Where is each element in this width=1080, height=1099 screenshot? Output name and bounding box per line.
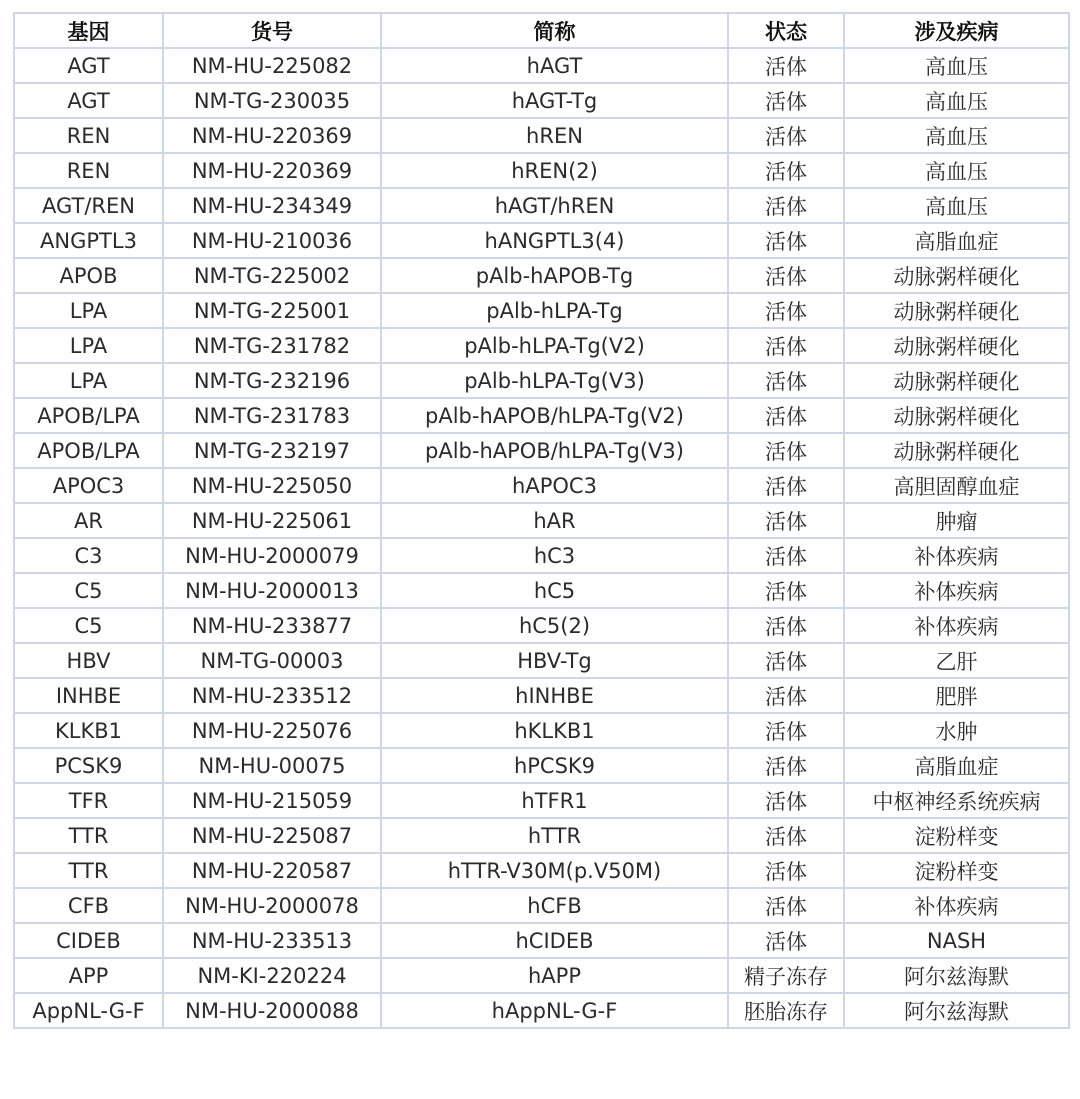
table-row	[14, 818, 1069, 853]
short-name-cell: hAGT	[381, 48, 728, 83]
status-cell: 精子冻存	[728, 958, 844, 993]
status-cell: 活体	[728, 433, 844, 468]
disease-cell: 动脉粥样硬化	[844, 398, 1069, 433]
catalog-no-cell: NM-TG-232197	[163, 433, 381, 468]
short-name-cell: hANGPTL3(4)	[381, 223, 728, 258]
short-name-cell: hAR	[381, 503, 728, 538]
gene-cell: TTR	[14, 818, 163, 853]
catalog-no-cell: NM-HU-210036	[163, 223, 381, 258]
gene-cell: APOB	[14, 258, 163, 293]
table-row	[14, 748, 1069, 783]
status-cell: 活体	[728, 118, 844, 153]
disease-cell: 淀粉样变	[844, 853, 1069, 888]
header-row	[14, 13, 1069, 48]
table-row	[14, 433, 1069, 468]
short-name-cell: pAlb-hAPOB/hLPA-Tg(V3)	[381, 433, 728, 468]
disease-cell: 高脂血症	[844, 748, 1069, 783]
table-row	[14, 888, 1069, 923]
disease-cell: 乙肝	[844, 643, 1069, 678]
table-row	[14, 573, 1069, 608]
catalog-no-cell: NM-HU-233513	[163, 923, 381, 958]
catalog-no-cell: NM-HU-2000078	[163, 888, 381, 923]
short-name-cell: pAlb-hAPOB/hLPA-Tg(V2)	[381, 398, 728, 433]
short-name-cell: hAPP	[381, 958, 728, 993]
status-cell: 活体	[728, 538, 844, 573]
disease-cell: 阿尔兹海默	[844, 993, 1069, 1028]
gene-cell: LPA	[14, 363, 163, 398]
status-cell: 活体	[728, 398, 844, 433]
short-name-cell: pAlb-hLPA-Tg	[381, 293, 728, 328]
status-cell: 活体	[728, 643, 844, 678]
table-row	[14, 83, 1069, 118]
status-cell: 活体	[728, 328, 844, 363]
gene-cell: APP	[14, 958, 163, 993]
table-row	[14, 713, 1069, 748]
status-cell: 活体	[728, 363, 844, 398]
gene-cell: REN	[14, 153, 163, 188]
gene-cell: C3	[14, 538, 163, 573]
disease-cell: 动脉粥样硬化	[844, 258, 1069, 293]
catalog-no-cell: NM-HU-234349	[163, 188, 381, 223]
header-catalog-no: 货号	[163, 13, 381, 48]
model-table	[13, 12, 1070, 1029]
gene-cell: TFR	[14, 783, 163, 818]
gene-cell: LPA	[14, 293, 163, 328]
header-status: 状态	[728, 13, 844, 48]
catalog-no-cell: NM-HU-215059	[163, 783, 381, 818]
table-row	[14, 293, 1069, 328]
short-name-cell: hCFB	[381, 888, 728, 923]
disease-cell: 补体疾病	[844, 888, 1069, 923]
catalog-no-cell: NM-KI-220224	[163, 958, 381, 993]
table-row	[14, 538, 1069, 573]
table-row	[14, 958, 1069, 993]
gene-cell: C5	[14, 573, 163, 608]
catalog-no-cell: NM-HU-00075	[163, 748, 381, 783]
catalog-no-cell: NM-HU-2000079	[163, 538, 381, 573]
gene-cell: INHBE	[14, 678, 163, 713]
status-cell: 活体	[728, 153, 844, 188]
short-name-cell: hKLKB1	[381, 713, 728, 748]
short-name-cell: pAlb-hLPA-Tg(V2)	[381, 328, 728, 363]
gene-cell: C5	[14, 608, 163, 643]
status-cell: 活体	[728, 48, 844, 83]
short-name-cell: hAPOC3	[381, 468, 728, 503]
status-cell: 活体	[728, 888, 844, 923]
short-name-cell: hC5(2)	[381, 608, 728, 643]
catalog-no-cell: NM-TG-230035	[163, 83, 381, 118]
table-row	[14, 503, 1069, 538]
gene-cell: AR	[14, 503, 163, 538]
table-row	[14, 153, 1069, 188]
table-row	[14, 678, 1069, 713]
table-row	[14, 363, 1069, 398]
short-name-cell: HBV-Tg	[381, 643, 728, 678]
gene-cell: CFB	[14, 888, 163, 923]
disease-cell: 中枢神经系统疾病	[844, 783, 1069, 818]
catalog-no-cell: NM-HU-233877	[163, 608, 381, 643]
table-row	[14, 48, 1069, 83]
disease-cell: 淀粉样变	[844, 818, 1069, 853]
status-cell: 活体	[728, 853, 844, 888]
catalog-no-cell: NM-HU-2000013	[163, 573, 381, 608]
catalog-no-cell: NM-HU-2000088	[163, 993, 381, 1028]
gene-cell: REN	[14, 118, 163, 153]
gene-cell: APOB/LPA	[14, 433, 163, 468]
short-name-cell: pAlb-hAPOB-Tg	[381, 258, 728, 293]
catalog-no-cell: NM-HU-225050	[163, 468, 381, 503]
table-row	[14, 993, 1069, 1028]
gene-cell: PCSK9	[14, 748, 163, 783]
short-name-cell: hAppNL-G-F	[381, 993, 728, 1028]
disease-cell: 高血压	[844, 118, 1069, 153]
gene-cell: KLKB1	[14, 713, 163, 748]
catalog-no-cell: NM-HU-220369	[163, 118, 381, 153]
disease-cell: 高血压	[844, 83, 1069, 118]
disease-cell: 动脉粥样硬化	[844, 433, 1069, 468]
disease-cell: 动脉粥样硬化	[844, 363, 1069, 398]
catalog-no-cell: NM-HU-225082	[163, 48, 381, 83]
gene-cell: ANGPTL3	[14, 223, 163, 258]
disease-cell: 补体疾病	[844, 538, 1069, 573]
catalog-no-cell: NM-HU-220369	[163, 153, 381, 188]
disease-cell: 补体疾病	[844, 573, 1069, 608]
short-name-cell: pAlb-hLPA-Tg(V3)	[381, 363, 728, 398]
catalog-no-cell: NM-TG-231783	[163, 398, 381, 433]
table-row	[14, 328, 1069, 363]
disease-cell: 水肿	[844, 713, 1069, 748]
gene-cell: APOB/LPA	[14, 398, 163, 433]
gene-cell: AGT	[14, 83, 163, 118]
status-cell: 活体	[728, 608, 844, 643]
gene-cell: AppNL-G-F	[14, 993, 163, 1028]
table-row	[14, 118, 1069, 153]
status-cell: 活体	[728, 258, 844, 293]
short-name-cell: hAGT-Tg	[381, 83, 728, 118]
table-row	[14, 188, 1069, 223]
catalog-no-cell: NM-TG-231782	[163, 328, 381, 363]
status-cell: 胚胎冻存	[728, 993, 844, 1028]
disease-cell: 肥胖	[844, 678, 1069, 713]
disease-cell: 阿尔兹海默	[844, 958, 1069, 993]
short-name-cell: hAGT/hREN	[381, 188, 728, 223]
status-cell: 活体	[728, 818, 844, 853]
short-name-cell: hTTR	[381, 818, 728, 853]
short-name-cell: hC5	[381, 573, 728, 608]
status-cell: 活体	[728, 293, 844, 328]
gene-cell: TTR	[14, 853, 163, 888]
table-row	[14, 468, 1069, 503]
table-row	[14, 608, 1069, 643]
status-cell: 活体	[728, 923, 844, 958]
catalog-no-cell: NM-TG-225001	[163, 293, 381, 328]
short-name-cell: hTTR-V30M(p.V50M)	[381, 853, 728, 888]
status-cell: 活体	[728, 83, 844, 118]
table-row	[14, 223, 1069, 258]
gene-cell: AGT/REN	[14, 188, 163, 223]
catalog-no-cell: NM-HU-233512	[163, 678, 381, 713]
table-row	[14, 643, 1069, 678]
status-cell: 活体	[728, 713, 844, 748]
header-gene: 基因	[14, 13, 163, 48]
status-cell: 活体	[728, 223, 844, 258]
header-disease: 涉及疾病	[844, 13, 1069, 48]
gene-cell: CIDEB	[14, 923, 163, 958]
disease-cell: 高胆固醇血症	[844, 468, 1069, 503]
header-short-name: 简称	[381, 13, 728, 48]
gene-cell: HBV	[14, 643, 163, 678]
table-row	[14, 923, 1069, 958]
short-name-cell: hINHBE	[381, 678, 728, 713]
disease-cell: 高脂血症	[844, 223, 1069, 258]
table-row	[14, 783, 1069, 818]
status-cell: 活体	[728, 748, 844, 783]
disease-cell: NASH	[844, 923, 1069, 958]
catalog-no-cell: NM-TG-225002	[163, 258, 381, 293]
catalog-no-cell: NM-HU-225087	[163, 818, 381, 853]
table-row	[14, 853, 1069, 888]
status-cell: 活体	[728, 468, 844, 503]
gene-cell: LPA	[14, 328, 163, 363]
gene-cell: APOC3	[14, 468, 163, 503]
short-name-cell: hC3	[381, 538, 728, 573]
disease-cell: 肿瘤	[844, 503, 1069, 538]
status-cell: 活体	[728, 188, 844, 223]
status-cell: 活体	[728, 573, 844, 608]
catalog-no-cell: NM-TG-00003	[163, 643, 381, 678]
status-cell: 活体	[728, 783, 844, 818]
status-cell: 活体	[728, 503, 844, 538]
catalog-no-cell: NM-HU-220587	[163, 853, 381, 888]
table-row	[14, 398, 1069, 433]
short-name-cell: hREN(2)	[381, 153, 728, 188]
disease-cell: 高血压	[844, 188, 1069, 223]
catalog-no-cell: NM-TG-232196	[163, 363, 381, 398]
disease-cell: 动脉粥样硬化	[844, 328, 1069, 363]
status-cell: 活体	[728, 678, 844, 713]
disease-cell: 高血压	[844, 48, 1069, 83]
table-row	[14, 258, 1069, 293]
short-name-cell: hPCSK9	[381, 748, 728, 783]
catalog-no-cell: NM-HU-225061	[163, 503, 381, 538]
short-name-cell: hREN	[381, 118, 728, 153]
disease-cell: 高血压	[844, 153, 1069, 188]
gene-cell: AGT	[14, 48, 163, 83]
short-name-cell: hTFR1	[381, 783, 728, 818]
disease-cell: 补体疾病	[844, 608, 1069, 643]
short-name-cell: hCIDEB	[381, 923, 728, 958]
disease-cell: 动脉粥样硬化	[844, 293, 1069, 328]
catalog-no-cell: NM-HU-225076	[163, 713, 381, 748]
